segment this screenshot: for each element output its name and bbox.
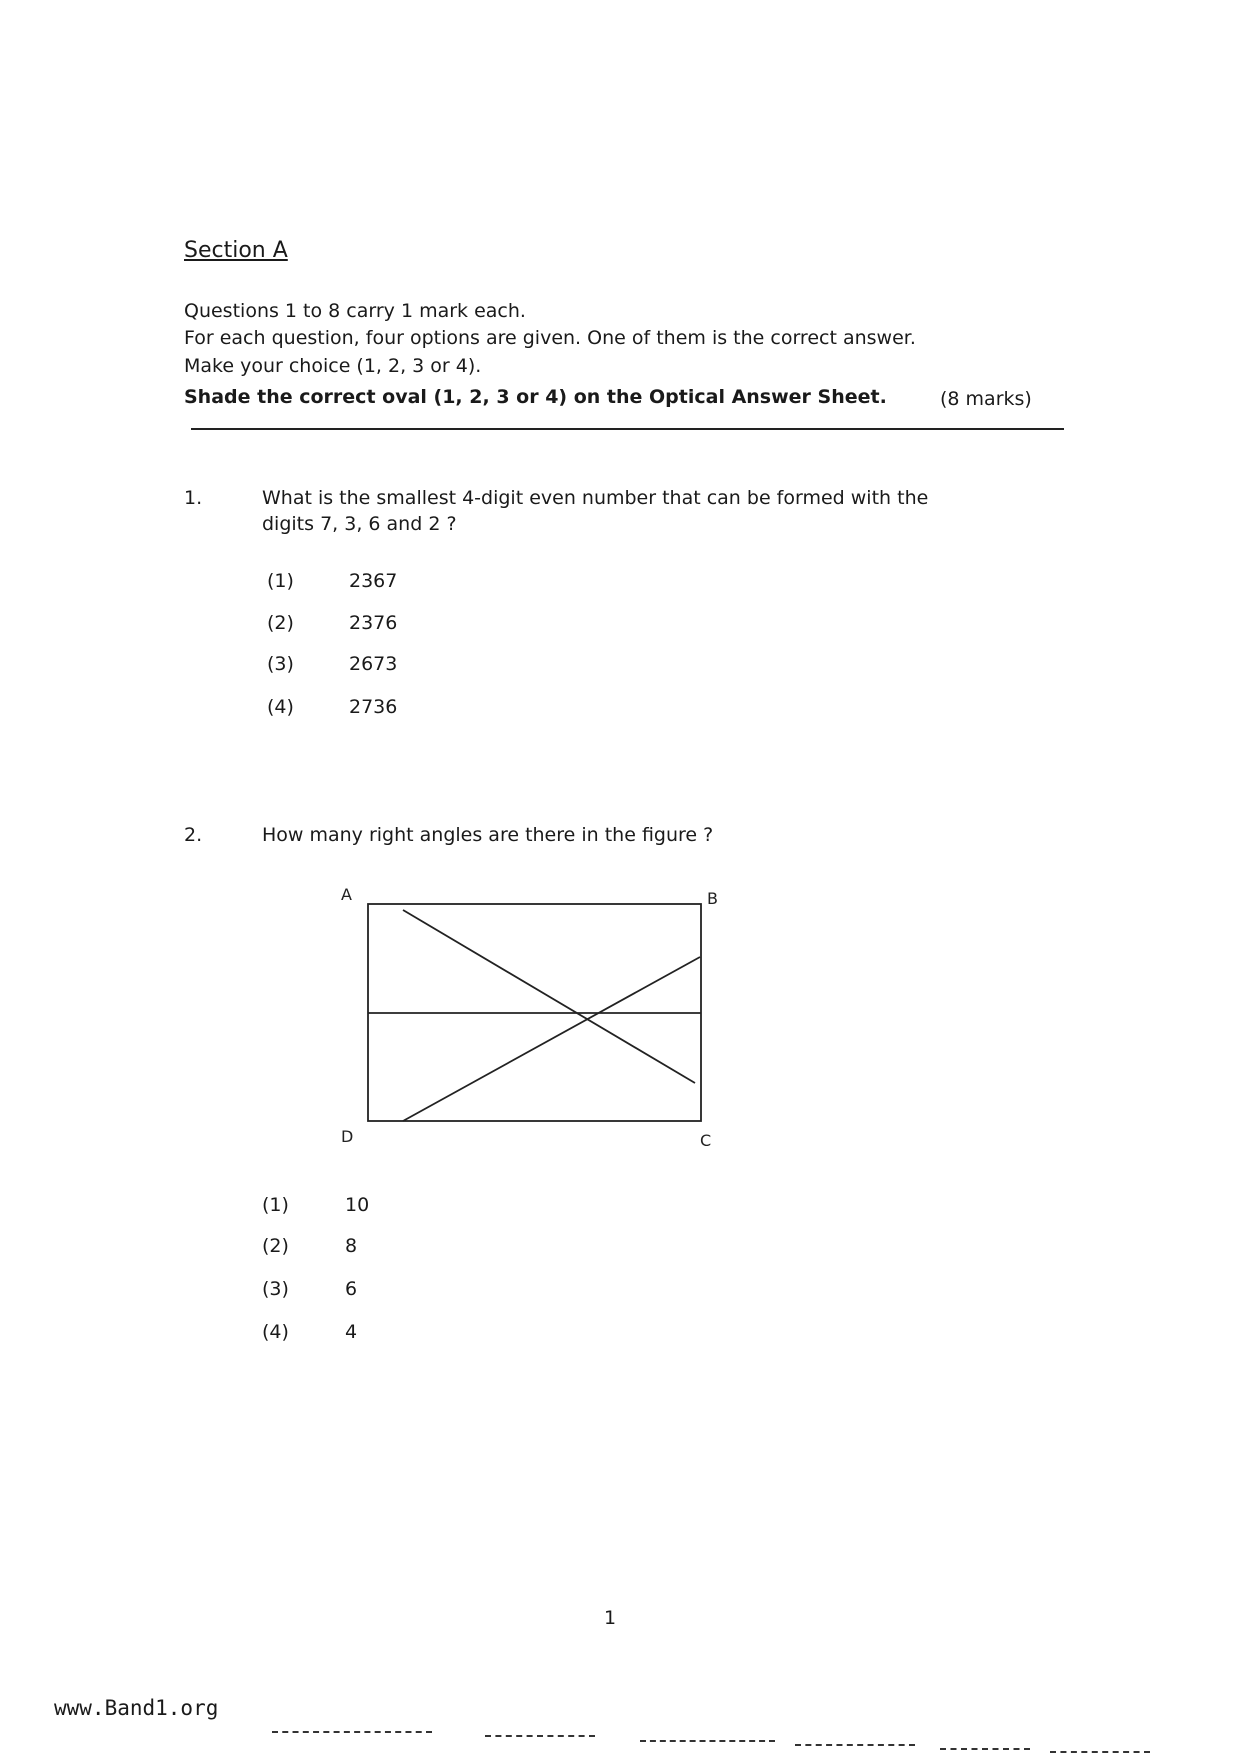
rectangle-figure xyxy=(320,870,740,1160)
option-label: (2) xyxy=(262,1235,289,1257)
scan-artifact-line xyxy=(1050,1751,1150,1753)
option-label: (1) xyxy=(262,1194,289,1216)
question-text: What is the smallest 4-digit even number that can be formed with the xyxy=(262,487,929,509)
page-number: 1 xyxy=(604,1607,617,1629)
website-watermark: www.Band1.org xyxy=(54,1696,219,1720)
option-label: (2) xyxy=(267,612,294,634)
vertex-label-a: A xyxy=(341,885,352,904)
option-label: (4) xyxy=(262,1321,289,1343)
question-text: digits 7, 3, 6 and 2 ? xyxy=(262,513,457,535)
option-value: 2367 xyxy=(349,570,398,592)
option-value: 6 xyxy=(345,1278,358,1300)
section-title: Section A xyxy=(184,238,288,263)
option-label: (1) xyxy=(267,570,294,592)
instruction-line-bold: Shade the correct oval (1, 2, 3 or 4) on the Optical Answer Sheet. xyxy=(184,386,887,408)
question-number: 2. xyxy=(184,824,203,846)
option-value: 2736 xyxy=(349,696,398,718)
option-label: (4) xyxy=(267,696,294,718)
instruction-line: Make your choice (1, 2, 3 or 4). xyxy=(184,355,482,377)
marks-label: (8 marks) xyxy=(940,388,1032,410)
vertex-label-c: C xyxy=(700,1131,712,1150)
option-value: 4 xyxy=(345,1321,358,1343)
vertex-label-d: D xyxy=(341,1127,354,1146)
question-text: How many right angles are there in the figure ? xyxy=(262,824,714,846)
section-divider xyxy=(191,428,1064,430)
scan-artifact-line xyxy=(940,1748,1030,1750)
instruction-line: Questions 1 to 8 carry 1 mark each. xyxy=(184,300,526,322)
scan-artifact-line xyxy=(640,1740,775,1742)
option-value: 10 xyxy=(345,1194,370,1216)
question-number: 1. xyxy=(184,487,203,509)
scan-artifact-line xyxy=(485,1735,595,1737)
option-label: (3) xyxy=(262,1278,289,1300)
scan-artifact-line xyxy=(272,1731,432,1733)
vertex-label-b: B xyxy=(707,889,718,908)
figure-diagonal xyxy=(403,910,695,1083)
option-label: (3) xyxy=(267,653,294,675)
option-value: 2376 xyxy=(349,612,398,634)
scan-artifact-line xyxy=(795,1744,915,1746)
option-value: 2673 xyxy=(349,653,398,675)
figure-diagonal xyxy=(403,957,700,1121)
option-value: 8 xyxy=(345,1235,358,1257)
instruction-line: For each question, four options are given. One of them is the correct answer. xyxy=(184,327,916,349)
